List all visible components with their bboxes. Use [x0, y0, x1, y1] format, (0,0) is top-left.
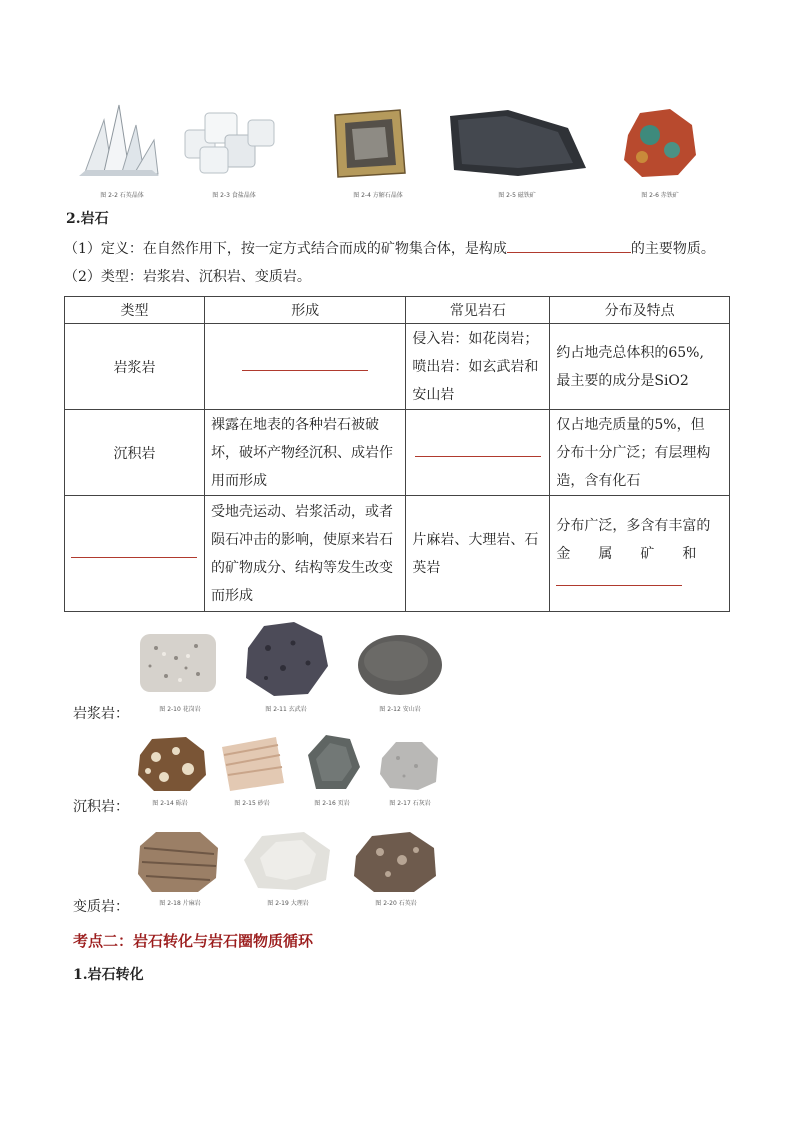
cell-line: 裸露在地表的各种岩石被破 — [210, 416, 379, 433]
quartzite-image — [352, 830, 438, 894]
mineral-caption: 图 2-2 石英晶体 — [100, 192, 144, 199]
cell-line: 分布十分广泛；有层理构 — [556, 444, 711, 461]
cell-line: 而形成 — [210, 587, 253, 604]
mineral-caption: 图 2-3 食盐晶体 — [212, 192, 256, 199]
salt-crystal-image — [180, 105, 280, 180]
cell-line: 喷出岩：如玄武岩和 — [412, 358, 539, 375]
mineral-caption: 图 2-5 磁铁矿 — [498, 192, 536, 199]
fill-in-blank[interactable] — [556, 584, 682, 586]
basalt-image — [238, 618, 332, 700]
rock-caption: 图 2-14 砾岩 — [152, 800, 188, 807]
shale-image — [302, 731, 362, 793]
feature-cell — [550, 324, 730, 410]
rocks-cell — [406, 324, 550, 410]
fill-in-blank[interactable] — [507, 238, 631, 253]
fill-in-blank[interactable] — [415, 455, 541, 457]
fill-in-blank[interactable] — [242, 369, 368, 371]
types-line: （2）类型：岩浆岩、沉积岩、变质岩。 — [64, 269, 311, 285]
rock-caption: 图 2-17 石灰岩 — [389, 800, 431, 807]
definition-prefix: （1）定义：在自然作用下，按一定方式结合而成的矿物集合体，是构成 — [64, 241, 507, 257]
cell-line: 陨石冲击的影响，使原来岩石 — [210, 531, 393, 548]
cell-line: 最主要的成分是SiO2 — [556, 372, 689, 389]
marble-image — [240, 830, 332, 892]
cell-line: 受地壳运动、岩浆活动，或者 — [210, 503, 393, 520]
rock-caption: 图 2-16 页岩 — [314, 800, 350, 807]
calcite-crystal-image — [330, 105, 410, 180]
cell-line: 约占地壳总体积的65%, — [556, 344, 704, 361]
formation-cell — [204, 496, 405, 612]
cell-line: 造，含有化石 — [556, 472, 641, 489]
definition-suffix: 的主要物质。 — [630, 241, 715, 257]
rock-caption: 图 2-20 石英岩 — [375, 900, 417, 907]
cell-line: 片麻岩、大理岩、石 — [412, 531, 539, 548]
granite-image — [136, 628, 220, 696]
section-heading: 考点二：岩石转化与岩石圈物质循环 — [73, 932, 314, 950]
table-row-metamorphic — [65, 496, 730, 612]
table-row-sedimentary — [65, 410, 730, 496]
magnetite-image — [448, 108, 588, 178]
rock-caption: 图 2-15 砂岩 — [234, 800, 270, 807]
cell-line: 侵入岩：如花岗岩； — [412, 330, 539, 347]
cell-line: 安山岩 — [412, 386, 455, 403]
type-cell: 岩浆岩 — [65, 324, 205, 410]
cell-line: 坏，破坏产物经沉积、成岩作 — [210, 444, 393, 461]
mineral-caption: 图 2-6 赤铁矿 — [641, 192, 679, 199]
sedimentary-label: 沉积岩： — [73, 799, 129, 815]
table-header-row — [65, 297, 730, 324]
feature-cell — [550, 496, 730, 612]
hematite-image — [620, 105, 700, 180]
gneiss-image — [136, 828, 220, 894]
cell-line: 金 属 矿 和 — [556, 545, 697, 562]
table-row-igneous — [65, 324, 730, 410]
conglomerate-image — [136, 735, 208, 793]
cell-line: 英岩 — [412, 559, 441, 576]
rock-caption: 图 2-19 大理岩 — [267, 900, 309, 907]
rock-caption: 图 2-11 玄武岩 — [265, 706, 307, 713]
feature-cell — [550, 410, 730, 496]
cell-line[interactable] — [556, 568, 723, 596]
subsection-title: 1.岩石转化 — [73, 967, 144, 983]
limestone-image — [378, 738, 440, 792]
rock-type-table — [64, 296, 730, 612]
cell-line: 用而形成 — [210, 472, 267, 489]
rock-caption: 图 2-10 花岗岩 — [159, 706, 201, 713]
cell-line: 分布广泛，多含有丰富的 — [556, 517, 711, 534]
type-cell: 沉积岩 — [65, 410, 205, 496]
sandstone-image — [216, 733, 288, 795]
header-type: 类型 — [65, 297, 205, 324]
fill-in-blank[interactable] — [71, 556, 197, 558]
definition-line — [64, 238, 715, 260]
mineral-caption: 图 2-4 方解石晶体 — [353, 192, 403, 199]
cell-line: 仅占地壳质量的5%，但 — [556, 416, 705, 433]
fill-in-blank-cell[interactable] — [204, 324, 405, 410]
metamorphic-label: 变质岩： — [73, 899, 129, 915]
igneous-label: 岩浆岩： — [73, 706, 129, 722]
fill-in-blank-cell[interactable] — [65, 496, 205, 612]
andesite-image — [356, 633, 444, 697]
header-common-rocks: 常见岩石 — [406, 297, 550, 324]
quartz-crystal-image — [74, 100, 164, 180]
rock-caption: 图 2-12 安山岩 — [379, 706, 421, 713]
cell-line: 的矿物成分、结构等发生改变 — [210, 559, 393, 576]
rock-caption: 图 2-18 片麻岩 — [159, 900, 201, 907]
header-formation: 形成 — [204, 297, 405, 324]
header-distribution: 分布及特点 — [550, 297, 730, 324]
fill-in-blank-cell[interactable] — [406, 410, 550, 496]
formation-cell — [204, 410, 405, 496]
rocks-cell — [406, 496, 550, 612]
section-title: 2.岩石 — [66, 211, 109, 227]
